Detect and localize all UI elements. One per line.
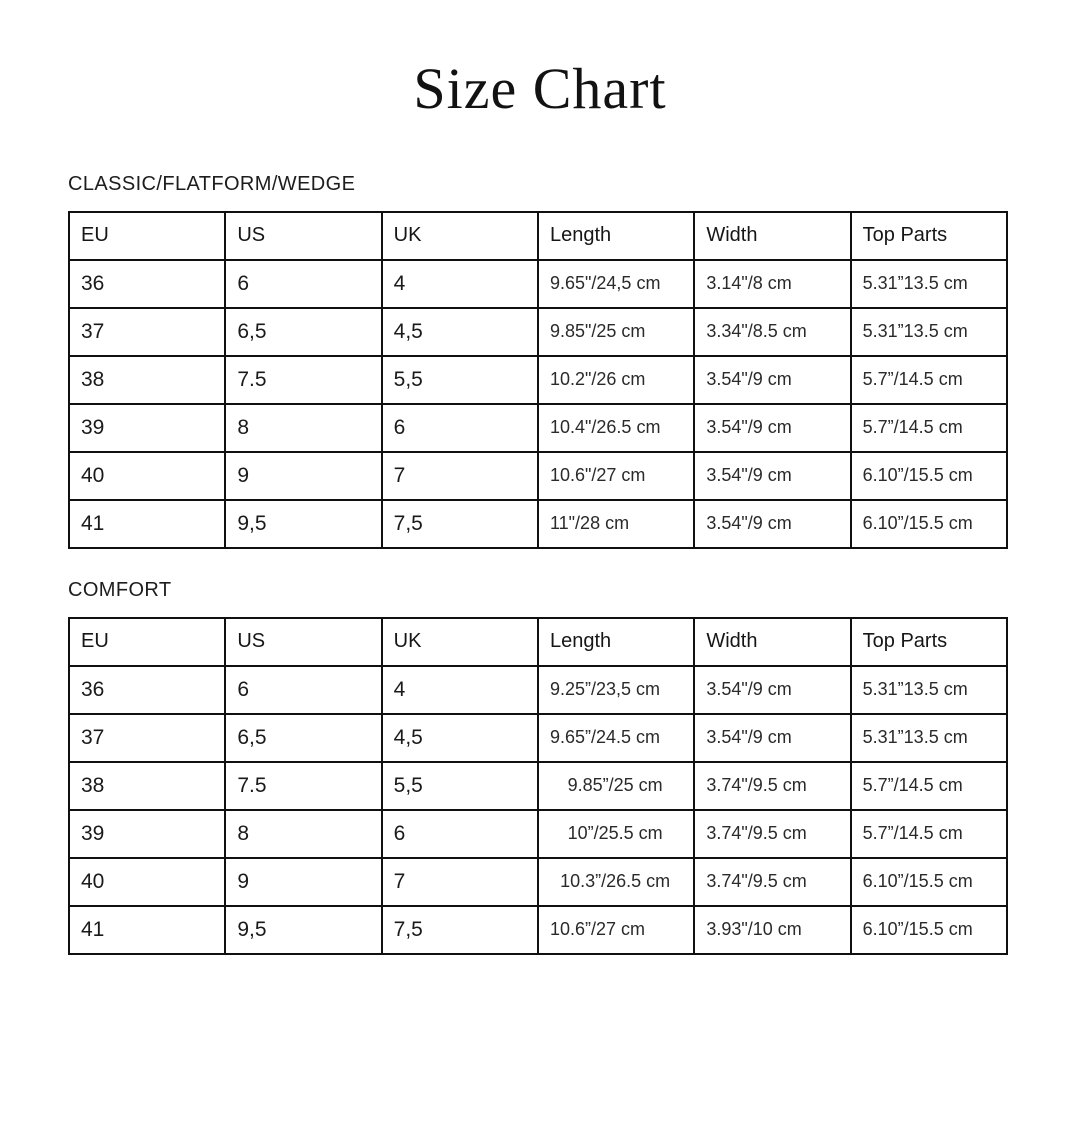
header-cell-width: Width	[694, 618, 850, 666]
section-label: CLASSIC/FLATFORM/WEDGE	[68, 172, 356, 195]
cell-width: 3.93"/10 cm	[694, 906, 850, 954]
table-row	[69, 404, 1007, 452]
cell-uk: 6	[382, 404, 538, 452]
cell-width: 3.54"/9 cm	[694, 356, 850, 404]
cell-width: 3.54"/9 cm	[694, 666, 850, 714]
cell-eu: 40	[69, 858, 225, 906]
header-cell-top-parts: Top Parts	[851, 618, 1007, 666]
table-row	[69, 260, 1007, 308]
cell-length: 10.6"/27 cm	[538, 452, 694, 500]
cell-length: 9.65"/24,5 cm	[538, 260, 694, 308]
page-title: Size Chart	[413, 56, 667, 121]
table-row	[69, 308, 1007, 356]
cell-top-parts: 5.7”/14.5 cm	[851, 762, 1007, 810]
cell-uk: 7	[382, 858, 538, 906]
cell-top-parts: 5.31”13.5 cm	[851, 714, 1007, 762]
cell-uk: 7	[382, 452, 538, 500]
cell-width: 3.34"/8.5 cm	[694, 308, 850, 356]
cell-length: 10.4"/26.5 cm	[538, 404, 694, 452]
cell-us: 7.5	[225, 762, 381, 810]
size-table-comfort	[68, 617, 1008, 955]
cell-uk: 5,5	[382, 762, 538, 810]
cell-uk: 4,5	[382, 714, 538, 762]
table-row	[69, 356, 1007, 404]
cell-eu: 41	[69, 906, 225, 954]
table-row	[69, 714, 1007, 762]
cell-length: 9.85”/25 cm	[538, 762, 694, 810]
cell-eu: 41	[69, 500, 225, 548]
table-row	[69, 810, 1007, 858]
cell-eu: 36	[69, 666, 225, 714]
cell-width: 3.54"/9 cm	[694, 452, 850, 500]
cell-us: 6,5	[225, 308, 381, 356]
cell-uk: 7,5	[382, 906, 538, 954]
cell-eu: 38	[69, 762, 225, 810]
table-row	[69, 452, 1007, 500]
cell-length: 10”/25.5 cm	[538, 810, 694, 858]
cell-length: 11"/28 cm	[538, 500, 694, 548]
table-row	[69, 858, 1007, 906]
table-row	[69, 500, 1007, 548]
header-cell-uk: UK	[382, 618, 538, 666]
cell-length: 10.6”/27 cm	[538, 906, 694, 954]
size-table-classic	[68, 211, 1008, 549]
cell-eu: 37	[69, 714, 225, 762]
header-cell-width: Width	[694, 212, 850, 260]
cell-us: 8	[225, 810, 381, 858]
cell-eu: 38	[69, 356, 225, 404]
cell-uk: 5,5	[382, 356, 538, 404]
cell-width: 3.54"/9 cm	[694, 404, 850, 452]
cell-uk: 4	[382, 260, 538, 308]
section-label: COMFORT	[68, 578, 172, 601]
cell-width: 3.74"/9.5 cm	[694, 762, 850, 810]
cell-uk: 4	[382, 666, 538, 714]
section-comfort	[68, 579, 1008, 955]
cell-uk: 6	[382, 810, 538, 858]
table-row	[69, 762, 1007, 810]
cell-top-parts: 5.31”13.5 cm	[851, 308, 1007, 356]
section-classic-flatform-wedge	[68, 173, 1008, 549]
cell-eu: 36	[69, 260, 225, 308]
cell-width: 3.14"/8 cm	[694, 260, 850, 308]
table-row	[69, 666, 1007, 714]
cell-length: 10.3”/26.5 cm	[538, 858, 694, 906]
cell-eu: 39	[69, 810, 225, 858]
header-cell-top-parts: Top Parts	[851, 212, 1007, 260]
cell-us: 9,5	[225, 906, 381, 954]
cell-width: 3.54"/9 cm	[694, 714, 850, 762]
cell-us: 9	[225, 858, 381, 906]
cell-us: 8	[225, 404, 381, 452]
cell-top-parts: 5.31”13.5 cm	[851, 666, 1007, 714]
cell-top-parts: 5.7”/14.5 cm	[851, 404, 1007, 452]
cell-length: 9.65”/24.5 cm	[538, 714, 694, 762]
cell-eu: 37	[69, 308, 225, 356]
header-cell-length: Length	[538, 212, 694, 260]
header-cell-uk: UK	[382, 212, 538, 260]
cell-eu: 39	[69, 404, 225, 452]
header-cell-us: US	[225, 618, 381, 666]
cell-length: 10.2"/26 cm	[538, 356, 694, 404]
cell-top-parts: 5.7”/14.5 cm	[851, 356, 1007, 404]
cell-top-parts: 5.7”/14.5 cm	[851, 810, 1007, 858]
cell-uk: 7,5	[382, 500, 538, 548]
cell-us: 9,5	[225, 500, 381, 548]
cell-us: 6	[225, 666, 381, 714]
cell-width: 3.74"/9.5 cm	[694, 858, 850, 906]
cell-uk: 4,5	[382, 308, 538, 356]
cell-us: 6	[225, 260, 381, 308]
cell-us: 9	[225, 452, 381, 500]
cell-us: 6,5	[225, 714, 381, 762]
cell-top-parts: 6.10”/15.5 cm	[851, 906, 1007, 954]
table-row	[69, 906, 1007, 954]
cell-top-parts: 6.10”/15.5 cm	[851, 452, 1007, 500]
table-header-row	[69, 212, 1007, 260]
cell-us: 7.5	[225, 356, 381, 404]
header-cell-us: US	[225, 212, 381, 260]
header-cell-eu: EU	[69, 618, 225, 666]
table-header-row	[69, 618, 1007, 666]
header-cell-length: Length	[538, 618, 694, 666]
cell-length: 9.25”/23,5 cm	[538, 666, 694, 714]
cell-width: 3.54"/9 cm	[694, 500, 850, 548]
cell-top-parts: 6.10”/15.5 cm	[851, 858, 1007, 906]
cell-top-parts: 5.31”13.5 cm	[851, 260, 1007, 308]
cell-eu: 40	[69, 452, 225, 500]
cell-top-parts: 6.10”/15.5 cm	[851, 500, 1007, 548]
header-cell-eu: EU	[69, 212, 225, 260]
cell-width: 3.74"/9.5 cm	[694, 810, 850, 858]
cell-length: 9.85"/25 cm	[538, 308, 694, 356]
